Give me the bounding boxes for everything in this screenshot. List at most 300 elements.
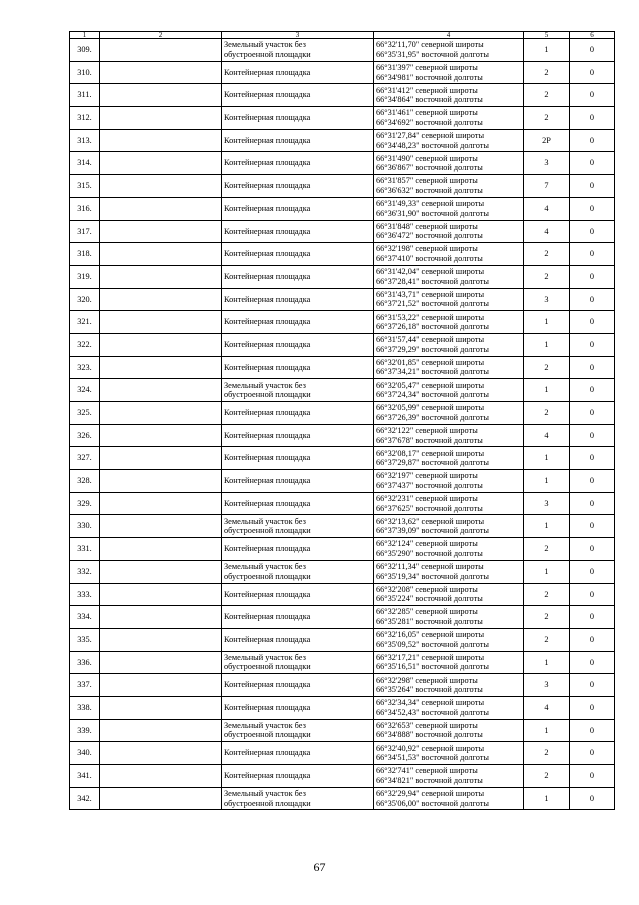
coordinate-line: 66°31'57,44" северной широты xyxy=(376,335,485,345)
table-row xyxy=(70,606,615,629)
coordinates-cell xyxy=(374,515,524,538)
object-type-cell xyxy=(222,538,374,561)
row-number-cell: 342. xyxy=(70,787,100,810)
coordinate-line: 66°32'05,47" северной широты xyxy=(376,380,485,390)
column-6-cell: 0 xyxy=(570,39,615,62)
container-count-cell: 1 xyxy=(524,39,570,62)
object-type-line: обустроенной площадки xyxy=(224,571,311,581)
empty-cell xyxy=(100,696,222,719)
container-count-cell: 3 xyxy=(524,674,570,697)
row-number-cell: 315. xyxy=(70,175,100,198)
row-number-cell: 325. xyxy=(70,402,100,425)
empty-cell xyxy=(100,651,222,674)
coordinate-line: 66°32'298" северной широты xyxy=(376,675,478,685)
table-row xyxy=(70,765,615,788)
coordinates-cell xyxy=(374,538,524,561)
coordinate-line: 66°36'632" восточной долготы xyxy=(376,185,483,195)
object-type-cell xyxy=(222,61,374,84)
coordinate-line: 66°35'290" восточной долготы xyxy=(376,548,483,558)
container-count-cell: 2 xyxy=(524,61,570,84)
row-number-cell: 310. xyxy=(70,61,100,84)
coordinate-line: 66°31'412" северной широты xyxy=(376,85,478,95)
object-type-line: Контейнерная площадка xyxy=(224,158,311,168)
object-type-line: Контейнерная площадка xyxy=(224,612,311,622)
coordinate-line: 66°31'857" северной широты xyxy=(376,176,478,186)
empty-cell xyxy=(100,538,222,561)
column-header: 1 xyxy=(70,32,100,39)
object-type-line: Контейнерная площадка xyxy=(224,317,311,327)
object-type-line: Контейнерная площадка xyxy=(224,203,311,213)
coordinate-line: 66°31'43,71" северной широты xyxy=(376,289,485,299)
table-row xyxy=(70,333,615,356)
coordinate-line: 66°35'09,52" восточной долготы xyxy=(376,639,489,649)
coordinate-line: 66°34'48,23" восточной долготы xyxy=(376,140,489,150)
coordinate-line: 66°32'208" северной широты xyxy=(376,584,478,594)
coordinate-line: 66°35'264" восточной долготы xyxy=(376,685,483,695)
container-count-cell: 1 xyxy=(524,311,570,334)
coordinate-line: 66°34'821" восточной долготы xyxy=(376,775,483,785)
coordinate-line: 66°37'625" восточной долготы xyxy=(376,503,483,513)
coordinate-line: 66°32'29,94" северной широты xyxy=(376,788,485,798)
empty-cell xyxy=(100,220,222,243)
container-count-cell: 1 xyxy=(524,447,570,470)
coordinate-line: 66°34'981" восточной долготы xyxy=(376,72,483,82)
object-type-cell xyxy=(222,651,374,674)
coordinates-cell xyxy=(374,107,524,130)
row-number-cell: 311. xyxy=(70,84,100,107)
table-row xyxy=(70,265,615,288)
column-6-cell: 0 xyxy=(570,356,615,379)
coordinate-line: 66°32'05,99" северной широты xyxy=(376,403,485,413)
coordinates-cell xyxy=(374,402,524,425)
coordinate-line: 66°37'29,87" восточной долготы xyxy=(376,458,489,468)
row-number-cell: 336. xyxy=(70,651,100,674)
coordinates-cell xyxy=(374,424,524,447)
empty-cell xyxy=(100,129,222,152)
table-row xyxy=(70,220,615,243)
coordinate-line: 66°35'281" восточной долготы xyxy=(376,617,483,627)
table-row xyxy=(70,288,615,311)
empty-cell xyxy=(100,84,222,107)
object-type-line: обустроенной площадки xyxy=(224,49,311,59)
empty-cell xyxy=(100,107,222,130)
object-type-line: Земельный участок без xyxy=(224,40,306,50)
empty-cell xyxy=(100,288,222,311)
coordinate-line: 66°35'31,95" восточной долготы xyxy=(376,49,489,59)
object-type-cell xyxy=(222,107,374,130)
object-type-line: обустроенной площадки xyxy=(224,798,311,808)
object-type-cell xyxy=(222,470,374,493)
table-row xyxy=(70,39,615,62)
row-number-cell: 324. xyxy=(70,379,100,402)
coordinate-line: 66°36'472" восточной долготы xyxy=(376,231,483,241)
column-6-cell: 0 xyxy=(570,628,615,651)
object-type-line: Контейнерная площадка xyxy=(224,294,311,304)
coordinate-line: 66°31'461" северной широты xyxy=(376,108,478,118)
coordinates-cell xyxy=(374,39,524,62)
coordinate-line: 66°35'16,51" восточной долготы xyxy=(376,662,489,672)
table-row xyxy=(70,696,615,719)
container-count-cell: 1 xyxy=(524,515,570,538)
column-header: 6 xyxy=(570,32,615,39)
coordinates-cell xyxy=(374,742,524,765)
row-number-cell: 334. xyxy=(70,606,100,629)
empty-cell xyxy=(100,311,222,334)
column-6-cell: 0 xyxy=(570,560,615,583)
coordinates-cell xyxy=(374,651,524,674)
column-6-cell: 0 xyxy=(570,220,615,243)
row-number-cell: 318. xyxy=(70,243,100,266)
container-count-cell: 2 xyxy=(524,402,570,425)
row-number-cell: 340. xyxy=(70,742,100,765)
container-count-cell: 3 xyxy=(524,152,570,175)
table-row xyxy=(70,492,615,515)
column-6-cell: 0 xyxy=(570,447,615,470)
coordinate-line: 66°31'49,33" северной широты xyxy=(376,199,485,209)
column-6-cell: 0 xyxy=(570,606,615,629)
row-number-cell: 314. xyxy=(70,152,100,175)
table-row xyxy=(70,628,615,651)
row-number-cell: 319. xyxy=(70,265,100,288)
coordinate-line: 66°34'692" восточной долготы xyxy=(376,117,483,127)
coordinate-line: 66°34'52,43" восточной долготы xyxy=(376,707,489,717)
object-type-line: Земельный участок без xyxy=(224,516,306,526)
empty-cell xyxy=(100,606,222,629)
object-type-line: Земельный участок без xyxy=(224,562,306,572)
column-6-cell: 0 xyxy=(570,787,615,810)
column-6-cell: 0 xyxy=(570,265,615,288)
container-count-cell: 1 xyxy=(524,787,570,810)
object-type-cell xyxy=(222,288,374,311)
object-type-cell xyxy=(222,560,374,583)
row-number-cell: 327. xyxy=(70,447,100,470)
container-count-cell: 3 xyxy=(524,288,570,311)
coordinate-line: 66°37'39,09" восточной долготы xyxy=(376,526,489,536)
object-type-line: Контейнерная площадка xyxy=(224,771,311,781)
row-number-cell: 329. xyxy=(70,492,100,515)
coordinates-cell xyxy=(374,379,524,402)
object-type-cell xyxy=(222,84,374,107)
coordinate-line: 66°37'29,29" восточной долготы xyxy=(376,344,489,354)
row-number-cell: 309. xyxy=(70,39,100,62)
empty-cell xyxy=(100,719,222,742)
table-row xyxy=(70,447,615,470)
table-row xyxy=(70,197,615,220)
table-row xyxy=(70,719,615,742)
empty-cell xyxy=(100,152,222,175)
empty-cell xyxy=(100,765,222,788)
object-type-cell xyxy=(222,175,374,198)
coordinates-cell xyxy=(374,265,524,288)
table-row xyxy=(70,651,615,674)
object-type-line: обустроенной площадки xyxy=(224,730,311,740)
object-type-cell xyxy=(222,583,374,606)
container-count-cell: 1 xyxy=(524,333,570,356)
object-type-cell xyxy=(222,628,374,651)
column-6-cell: 0 xyxy=(570,515,615,538)
coordinate-line: 66°36'867" восточной долготы xyxy=(376,163,483,173)
object-type-cell xyxy=(222,515,374,538)
coordinates-cell xyxy=(374,220,524,243)
object-type-line: Контейнерная площадка xyxy=(224,748,311,758)
column-6-cell: 0 xyxy=(570,719,615,742)
register-table xyxy=(69,31,615,810)
object-type-line: Контейнерная площадка xyxy=(224,702,311,712)
coordinates-cell xyxy=(374,560,524,583)
coordinate-line: 66°32'285" северной широты xyxy=(376,607,478,617)
coordinate-line: 66°37'28,41" восточной долготы xyxy=(376,276,489,286)
container-count-cell: 1 xyxy=(524,651,570,674)
container-count-cell: 2 xyxy=(524,84,570,107)
empty-cell xyxy=(100,628,222,651)
coordinates-cell xyxy=(374,152,524,175)
row-number-cell: 312. xyxy=(70,107,100,130)
coordinate-line: 66°37'678" восточной долготы xyxy=(376,435,483,445)
coordinates-cell xyxy=(374,787,524,810)
coordinates-cell xyxy=(374,84,524,107)
object-type-line: Контейнерная площадка xyxy=(224,634,311,644)
container-count-cell: 1 xyxy=(524,470,570,493)
row-number-cell: 332. xyxy=(70,560,100,583)
object-type-line: Контейнерная площадка xyxy=(224,249,311,259)
column-6-cell: 0 xyxy=(570,674,615,697)
empty-cell xyxy=(100,243,222,266)
row-number-cell: 322. xyxy=(70,333,100,356)
table-row xyxy=(70,243,615,266)
object-type-line: Контейнерная площадка xyxy=(224,589,311,599)
object-type-line: Контейнерная площадка xyxy=(224,339,311,349)
column-6-cell: 0 xyxy=(570,696,615,719)
object-type-cell xyxy=(222,39,374,62)
object-type-cell xyxy=(222,765,374,788)
object-type-cell xyxy=(222,696,374,719)
container-count-cell: 4 xyxy=(524,197,570,220)
coordinate-line: 66°34'864" восточной долготы xyxy=(376,95,483,105)
coordinates-cell xyxy=(374,356,524,379)
empty-cell xyxy=(100,333,222,356)
column-6-cell: 0 xyxy=(570,492,615,515)
container-count-cell: 4 xyxy=(524,220,570,243)
table-row xyxy=(70,424,615,447)
coordinate-line: 66°35'224" восточной долготы xyxy=(376,594,483,604)
column-6-cell: 0 xyxy=(570,333,615,356)
coordinates-cell xyxy=(374,719,524,742)
table-row xyxy=(70,175,615,198)
coordinates-cell xyxy=(374,447,524,470)
coordinate-line: 66°32'01,85" северной широты xyxy=(376,357,485,367)
empty-cell xyxy=(100,424,222,447)
object-type-cell xyxy=(222,356,374,379)
coordinate-line: 66°31'397" северной широты xyxy=(376,62,478,72)
container-count-cell: 2 xyxy=(524,606,570,629)
object-type-line: Контейнерная площадка xyxy=(224,113,311,123)
column-6-cell: 0 xyxy=(570,197,615,220)
object-type-line: Контейнерная площадка xyxy=(224,498,311,508)
object-type-line: Контейнерная площадка xyxy=(224,90,311,100)
coordinates-cell xyxy=(374,61,524,84)
empty-cell xyxy=(100,265,222,288)
object-type-cell xyxy=(222,719,374,742)
column-6-cell: 0 xyxy=(570,424,615,447)
coordinates-cell xyxy=(374,674,524,697)
table-row xyxy=(70,311,615,334)
container-count-cell: 2 xyxy=(524,265,570,288)
container-count-cell: 2 xyxy=(524,583,570,606)
object-type-line: Контейнерная площадка xyxy=(224,453,311,463)
table-row xyxy=(70,583,615,606)
coordinates-cell xyxy=(374,696,524,719)
object-type-cell xyxy=(222,447,374,470)
object-type-line: Контейнерная площадка xyxy=(224,67,311,77)
coordinate-line: 66°31'848" северной широты xyxy=(376,221,478,231)
object-type-cell xyxy=(222,129,374,152)
container-count-cell: 2 xyxy=(524,538,570,561)
coordinate-line: 66°37'26,39" восточной долготы xyxy=(376,412,489,422)
coordinate-line: 66°32'34,34" северной широты xyxy=(376,698,485,708)
object-type-cell xyxy=(222,265,374,288)
row-number-cell: 316. xyxy=(70,197,100,220)
column-number-row xyxy=(70,32,615,39)
object-type-line: Земельный участок без xyxy=(224,652,306,662)
empty-cell xyxy=(100,39,222,62)
row-number-cell: 320. xyxy=(70,288,100,311)
object-type-cell xyxy=(222,311,374,334)
row-number-cell: 333. xyxy=(70,583,100,606)
coordinate-line: 66°32'11,70" северной широты xyxy=(376,40,484,50)
container-count-cell: 2 xyxy=(524,628,570,651)
object-type-line: Контейнерная площадка xyxy=(224,430,311,440)
column-6-cell: 0 xyxy=(570,311,615,334)
coordinate-line: 66°34'51,53" восточной долготы xyxy=(376,753,489,763)
column-6-cell: 0 xyxy=(570,61,615,84)
row-number-cell: 341. xyxy=(70,765,100,788)
table-body xyxy=(70,32,615,810)
coordinate-line: 66°37'437" восточной долготы xyxy=(376,480,483,490)
coordinate-line: 66°32'40,92" северной широты xyxy=(376,743,485,753)
object-type-cell xyxy=(222,379,374,402)
row-number-cell: 313. xyxy=(70,129,100,152)
coordinate-line: 66°31'27,84" северной широты xyxy=(376,131,485,140)
coordinate-line: 66°32'08,17" северной широты xyxy=(376,448,485,458)
column-header: 5 xyxy=(524,32,570,39)
empty-cell xyxy=(100,447,222,470)
object-type-cell xyxy=(222,606,374,629)
object-type-line: Земельный участок без xyxy=(224,720,306,730)
row-number-cell: 335. xyxy=(70,628,100,651)
object-type-line: Контейнерная площадка xyxy=(224,680,311,690)
object-type-cell xyxy=(222,492,374,515)
table-row xyxy=(70,107,615,130)
coordinate-line: 66°32'13,62" северной широты xyxy=(376,516,485,526)
coordinate-line: 66°32'231" северной широты xyxy=(376,494,478,503)
object-type-line: обустроенной площадки xyxy=(224,662,311,672)
column-6-cell: 0 xyxy=(570,402,615,425)
table-row xyxy=(70,129,615,152)
coordinate-line: 66°32'16,05" северной широты xyxy=(376,630,485,640)
coordinate-line: 66°32'124" северной широты xyxy=(376,539,478,549)
object-type-line: Контейнерная площадка xyxy=(224,408,311,418)
table-row xyxy=(70,402,615,425)
empty-cell xyxy=(100,583,222,606)
container-count-cell: 4 xyxy=(524,424,570,447)
row-number-cell: 338. xyxy=(70,696,100,719)
object-type-line: Контейнерная площадка xyxy=(224,226,311,236)
coordinate-line: 66°34'888" восточной долготы xyxy=(376,730,483,740)
coordinates-cell xyxy=(374,492,524,515)
column-6-cell: 0 xyxy=(570,651,615,674)
coordinates-cell xyxy=(374,333,524,356)
row-number-cell: 337. xyxy=(70,674,100,697)
table-row xyxy=(70,538,615,561)
empty-cell xyxy=(100,470,222,493)
coordinate-line: 66°36'31,90" восточной долготы xyxy=(376,208,489,218)
coordinates-cell xyxy=(374,606,524,629)
coordinate-line: 66°32'122" северной широты xyxy=(376,425,478,435)
container-count-cell: 2 xyxy=(524,107,570,130)
column-6-cell: 0 xyxy=(570,538,615,561)
row-number-cell: 331. xyxy=(70,538,100,561)
object-type-line: обустроенной площадки xyxy=(224,390,311,400)
coordinates-cell xyxy=(374,243,524,266)
object-type-line: Контейнерная площадка xyxy=(224,362,311,372)
table-row xyxy=(70,674,615,697)
coordinates-cell xyxy=(374,175,524,198)
empty-cell xyxy=(100,560,222,583)
object-type-cell xyxy=(222,243,374,266)
container-count-cell: 4 xyxy=(524,696,570,719)
row-number-cell: 326. xyxy=(70,424,100,447)
object-type-cell xyxy=(222,402,374,425)
row-number-cell: 323. xyxy=(70,356,100,379)
object-type-line: Контейнерная площадка xyxy=(224,544,311,554)
table-row xyxy=(70,379,615,402)
table-row xyxy=(70,742,615,765)
column-6-cell: 0 xyxy=(570,470,615,493)
coordinate-line: 66°31'53,22" северной широты xyxy=(376,312,485,322)
coordinate-line: 66°32'11,34" северной широты xyxy=(376,562,484,572)
object-type-line: Контейнерная площадка xyxy=(224,181,311,191)
column-6-cell: 0 xyxy=(570,583,615,606)
coordinate-line: 66°32'17,21" северной широты xyxy=(376,652,485,662)
object-type-cell xyxy=(222,424,374,447)
object-type-cell xyxy=(222,220,374,243)
column-6-cell: 0 xyxy=(570,379,615,402)
table-row xyxy=(70,356,615,379)
empty-cell xyxy=(100,492,222,515)
column-header: 3 xyxy=(222,32,374,39)
object-type-cell xyxy=(222,742,374,765)
coordinate-line: 66°37'410" восточной долготы xyxy=(376,254,483,264)
container-count-cell: 7 xyxy=(524,175,570,198)
coordinate-line: 66°31'42,04" северной широты xyxy=(376,267,485,277)
coordinate-line: 66°35'06,00" восточной долготы xyxy=(376,798,489,808)
object-type-line: Земельный участок без xyxy=(224,788,306,798)
coordinate-line: 66°32'197" северной широты xyxy=(376,471,478,481)
row-number-cell: 330. xyxy=(70,515,100,538)
empty-cell xyxy=(100,742,222,765)
page-number: 67 xyxy=(313,860,326,874)
object-type-cell xyxy=(222,787,374,810)
coordinate-line: 66°37'26,18" восточной долготы xyxy=(376,322,489,332)
empty-cell xyxy=(100,197,222,220)
column-6-cell: 0 xyxy=(570,152,615,175)
coordinates-cell xyxy=(374,765,524,788)
table-row xyxy=(70,84,615,107)
row-number-cell: 321. xyxy=(70,311,100,334)
object-type-cell xyxy=(222,333,374,356)
object-type-line: обустроенной площадки xyxy=(224,526,311,536)
container-count-cell: 2 xyxy=(524,356,570,379)
